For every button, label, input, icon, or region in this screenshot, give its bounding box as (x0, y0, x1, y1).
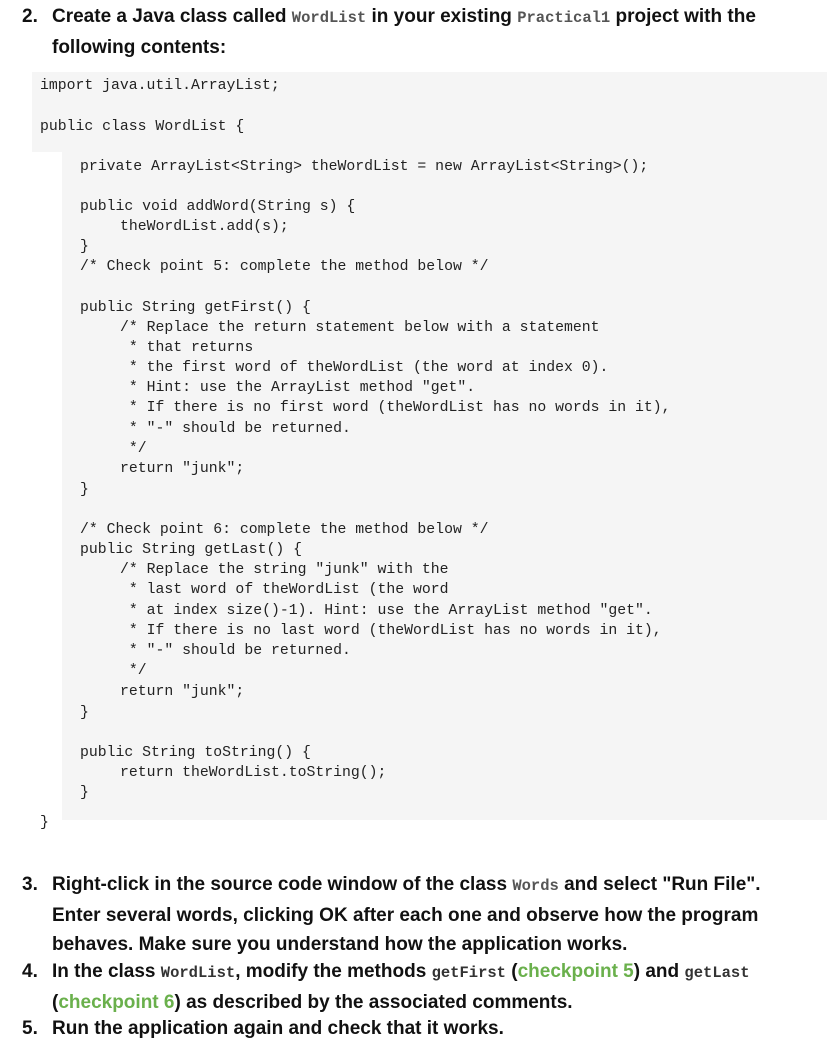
inline-code-class-name: WordList (291, 9, 367, 27)
code-line: */ (120, 441, 147, 457)
code-line: * If there is no last word (theWordList has no words in it), (120, 623, 662, 639)
step-text: Run the application again and check that it works. (52, 1018, 504, 1039)
code-line: * the first word of theWordList (the word at index 0). (120, 360, 609, 376)
step-3 (22, 870, 812, 959)
code-line: * "-" should be returned. (120, 421, 351, 437)
code-line: /* Replace the return statement below with a statement (120, 320, 600, 336)
text-segment: ) as described by the associated comments. (174, 992, 573, 1013)
checkpoint-6-label: checkpoint 6 (58, 992, 175, 1013)
text-segment: project with the following contents: (52, 6, 756, 58)
code-line: */ (120, 663, 147, 679)
step-text (52, 957, 812, 1017)
code-line: theWordList.add(s); (120, 219, 289, 235)
step-text (52, 870, 812, 959)
code-line: } (80, 239, 89, 255)
code-line: /* Check point 5: complete the method below */ (80, 259, 489, 275)
code-line: public String getLast() { (80, 542, 302, 558)
inline-code-method-name: getFirst (431, 964, 506, 982)
code-line: * If there is no first word (theWordList has no words in it), (120, 400, 671, 416)
code-line: * last word of theWordList (the word (120, 582, 449, 598)
code-line: public String getFirst() { (80, 300, 311, 316)
text-segment: in your existing (366, 6, 518, 27)
text-segment: ( (52, 992, 59, 1013)
text-segment: Create a Java class called (52, 6, 292, 27)
code-line: return "junk"; (120, 461, 245, 477)
code-line: public void addWord(String s) { (80, 199, 356, 215)
step-number: 4. (22, 961, 38, 982)
step-number: 3. (22, 874, 38, 895)
inline-code-class-name: Words (512, 877, 559, 895)
code-line: public class WordList { (40, 119, 245, 135)
code-line: } (40, 815, 49, 831)
step-5 (22, 1014, 812, 1043)
code-line: private ArrayList<String> theWordList = new ArrayList<String>(); (80, 159, 649, 175)
step-number: 2. (22, 6, 38, 27)
step-4 (22, 957, 812, 1017)
text-segment: , modify the methods (235, 961, 432, 982)
checkpoint-5-label: checkpoint 5 (517, 961, 634, 982)
code-line: * Hint: use the ArrayList method "get". (120, 380, 476, 396)
code-line: } (80, 482, 89, 498)
code-line: * at index size()-1). Hint: use the ArrayList method "get". (120, 603, 653, 619)
code-line: public String toString() { (80, 745, 311, 761)
text-segment: In the class (52, 961, 161, 982)
code-line: /* Replace the string "junk" with the (120, 562, 449, 578)
text-segment: Right-click in the source code window of the class (52, 874, 513, 895)
code-line: return theWordList.toString(); (120, 765, 387, 781)
code-line: * that returns (120, 340, 254, 356)
text-segment: and select "Run File". Enter several words, clicking OK after each one and observe how the program behaves. Make sure you understand how the application works. (52, 874, 761, 955)
code-line: } (80, 785, 89, 801)
inline-code-project-name: Practical1 (517, 9, 611, 27)
text-segment: ) and (633, 961, 685, 982)
inline-code-class-name: WordList (160, 964, 236, 982)
code-line: } (80, 705, 89, 721)
inline-code-method-name: getLast (684, 964, 750, 982)
step-number: 5. (22, 1018, 38, 1039)
code-line: /* Check point 6: complete the method below */ (80, 522, 489, 538)
text-segment: ( (505, 961, 518, 982)
code-line: * "-" should be returned. (120, 643, 351, 659)
code-line: return "junk"; (120, 684, 245, 700)
code-line: import java.util.ArrayList; (40, 78, 280, 94)
